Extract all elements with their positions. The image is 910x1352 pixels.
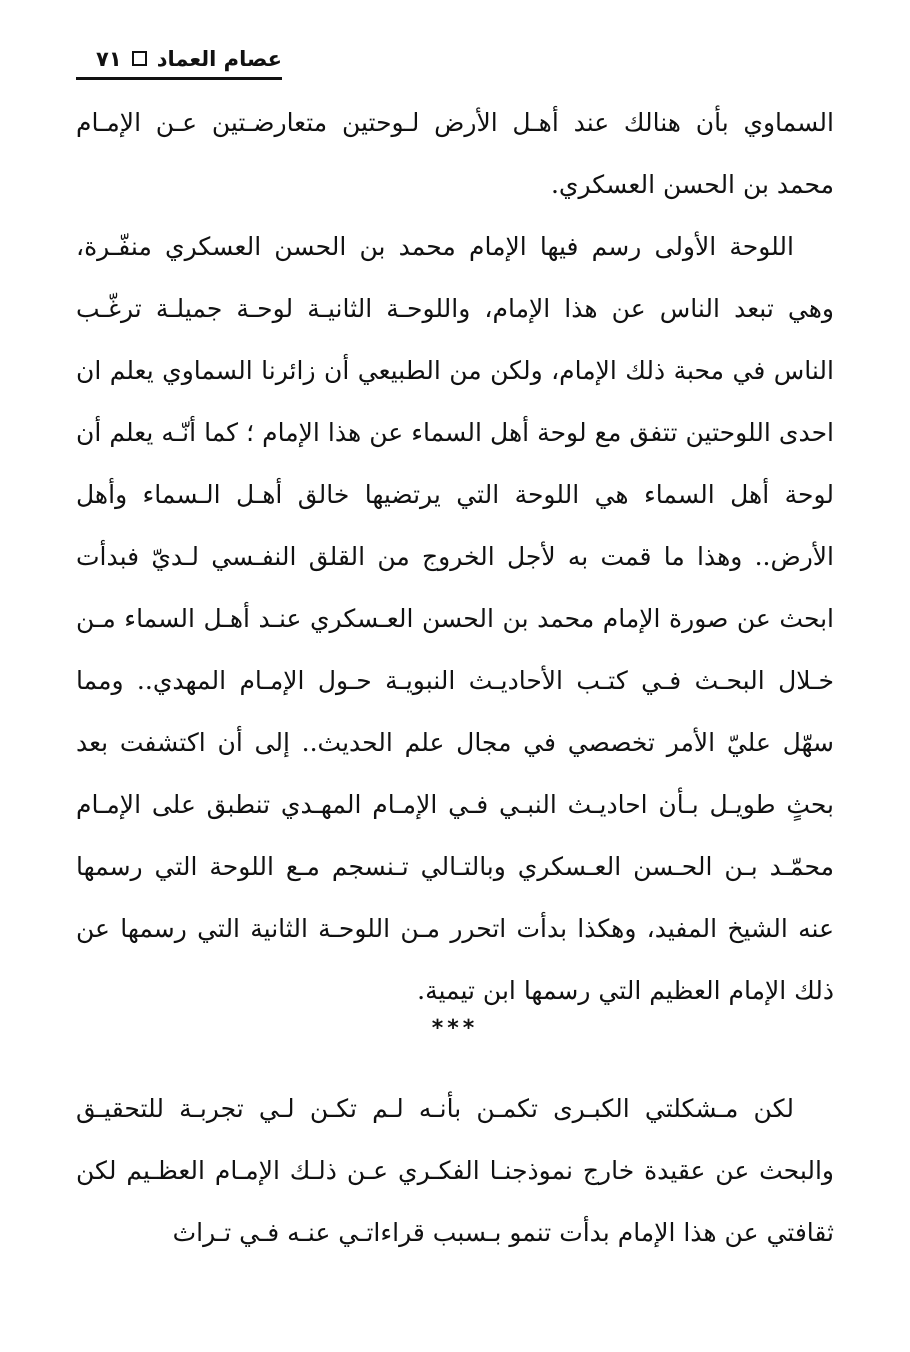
- book-title: عصام العماد: [156, 46, 282, 71]
- paragraph-3: لكن مـشكلتي الكبـرى تكمـن بأنـه لـم تكـن لـي تجربـة للتحقيـق والبحث عن عقيدة خارج نموذجنـا الفكـري عـن ذلـك الإمـام العظـيم لكن ثقافتي عن هذا الإمام بدأت تنمو بـسبب قراءاتـي عنـه فـي تـراث: [76, 1094, 834, 1247]
- paragraph-1: السماوي بأن هنالك عند أهـل الأرض لـوحتين متعارضـتين عـن الإمـام محمد بن الحسن العسكري.: [76, 108, 834, 199]
- book-page: [76, 0, 834, 1352]
- section-divider: ***: [431, 1016, 479, 1041]
- square-ornament-icon: [132, 51, 147, 66]
- paragraph-2: اللوحة الأولى رسم فيها الإمام محمد بن الحسن العسكري منفّـرة، وهي تبعد الناس عن هذا الإمام، واللوحـة الثانيـة لوحـة جميلـة ترغّـب الناس في محبة ذلك الإمام، ولكن من الطبيعي أن زائرنا السماوي يعلم ان احدى اللوحتين تتفق مع لوحة أهل السماء عن هذا الإمام ؛ كما أنّـه يعلم أن لوحة أهل السماء هي اللوحة التي يرتضيها خالق أهـل الـسماء وأهل الأرض.. وهذا ما قمت به لأجل الخروج من القلق النفـسي لـديّ فبدأت ابحث عن صورة الإمام محمد بن الحسن العـسكري عنـد أهـل السماء مـن خـلال البحـث فـي كتـب الأحاديـث النبويـة حـول الإمـام المهدي.. ومما سهّل عليّ الأمر تخصصي في مجال علم الحديث.. إلى أن اكتشفت بعد بحثٍ طويـل بـأن احاديـث النبـي فـي الإمـام المهـدي تنطبق على الإمـام محمّـد بـن الحـسن العـسكري وبالتـالي تـنسجم مـع اللوحة التي رسمها عنه الشيخ المفيد، وهكذا بدأت اتحرر مـن اللوحـة الثانية التي رسمها عن ذلك الإمام العظيم التي رسمها ابن تيمية.: [76, 232, 834, 1005]
- running-header: [76, 44, 282, 80]
- page-number: ٧١: [96, 46, 122, 71]
